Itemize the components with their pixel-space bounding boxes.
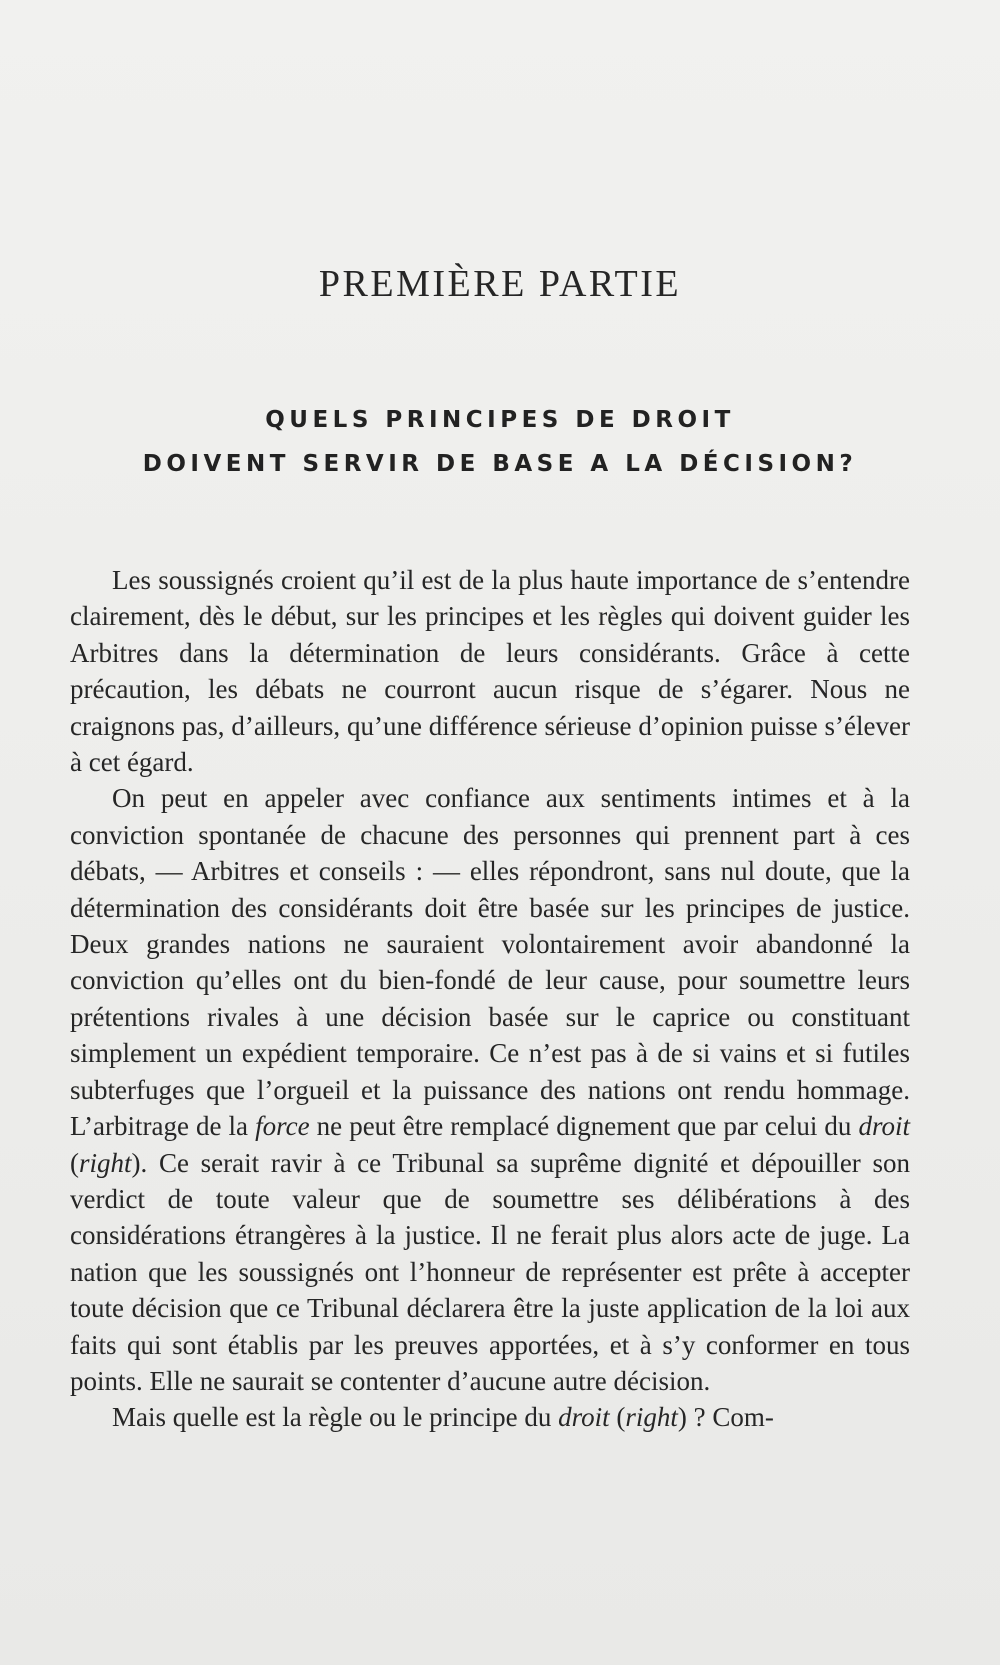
paragraph-1	[70, 562, 910, 780]
paragraph-text: ). Ce serait ravir à ce Tribunal sa suprême dignité et dépouiller son verdict de toute valeur que de soumettre ses délibérations à des considérations étrangères à la justice. Il ne ferait plus alors acte de juge. La nation que les soussignés ont l’honneur de représenter est prête à accepter toute décision que ce Tribunal déclarera être la juste application de la loi aux faits qui sont établis par les preuves apportées, et à s’y conformer en tous points. Elle ne saurait se contenter d’aucune autre décision.	[70, 1147, 910, 1396]
paragraph-text: Les soussignés croient qu’il est de la plus haute importance de s’entendre clairement, dès le début, sur les principes et les règles qui doivent guider les Arbitres dans la détermination de leurs considérants. Grâce à cette précaution, les débats ne courront aucun risque de s’égarer. Nous ne craignons pas, d’ailleurs, qu’une différence sérieuse d’opinion puisse s’élever à cet égard.	[70, 565, 910, 778]
paragraph-text: Mais quelle est la règle ou le principe du	[112, 1402, 559, 1433]
italic-term-right: right	[79, 1147, 132, 1178]
part-title: PREMIÈRE PARTIE	[318, 263, 682, 305]
paragraph-2	[70, 780, 910, 1399]
section-heading	[0, 398, 1000, 486]
paragraph-text: (	[70, 1147, 79, 1178]
italic-term-force: force	[255, 1111, 310, 1142]
paragraph-text: ) ? Com-	[677, 1402, 774, 1433]
body-text	[70, 562, 910, 1436]
section-heading-line-2: DOIVENT SERVIR DE BASE A LA DÉCISION?	[142, 451, 858, 477]
paragraph-text: On peut en appeler avec confiance aux sentiments intimes et à la conviction spontanée de chacune des personnes qui prennent part à ces débats, — Arbitres et conseils : — elles répondront, sans nul doute, que la détermination des considérants doit être basée sur les principes de justice. Deux grandes nations ne sauraient volontairement avoir abandonné la conviction qu’elles ont du bien-fondé de leur cause, pour soumettre leurs prétentions rivales à une décision basée sur le caprice ou constituant simplement un expédient temporaire. Ce n’est pas à de si vains et si futiles subterfuges que l’orgueil et la puissance des nations ont rendu hommage. L’arbitrage de la	[70, 783, 910, 1142]
paragraph-text: (	[609, 1402, 626, 1433]
section-heading-line-1: QUELS PRINCIPES DE DROIT	[265, 407, 735, 433]
paragraph-text: ne peut être remplacé dignement que par celui du	[309, 1111, 859, 1142]
italic-term-droit: droit	[558, 1402, 610, 1433]
paragraph-3	[70, 1399, 910, 1435]
italic-term-droit: droit	[858, 1111, 910, 1142]
italic-term-right: right	[625, 1402, 678, 1433]
